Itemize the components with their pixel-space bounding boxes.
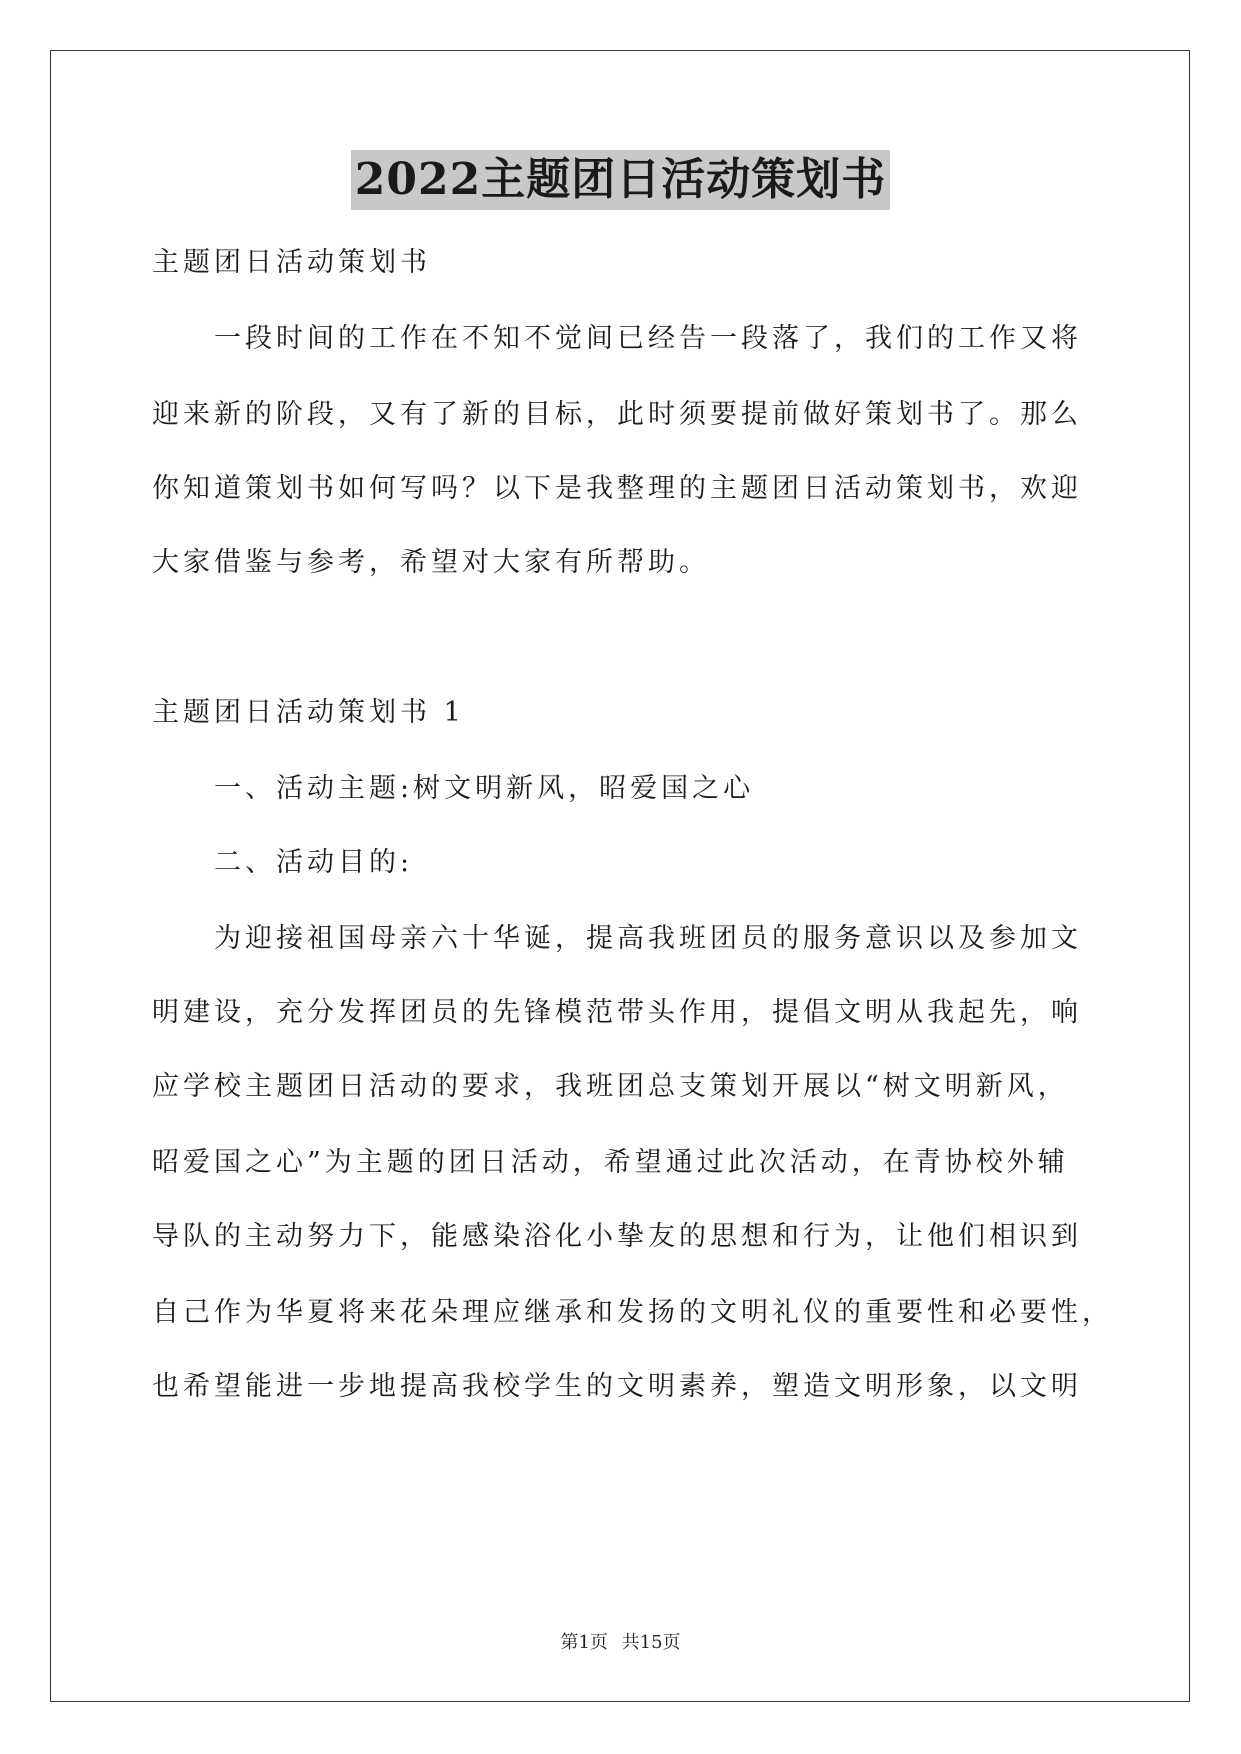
document-subtitle: 主题团日活动策划书 — [152, 247, 431, 278]
document-title: 2022主题团日活动策划书 — [351, 150, 890, 210]
section-heading: 主题团日活动策划书 1 — [152, 697, 465, 728]
intro-line-3: 你知道策划书如何写吗？以下是我整理的主题团日活动策划书，欢迎 — [152, 473, 1082, 504]
purpose-line-6: 自己作为华夏将来花朵理应继承和发扬的文明礼仪的重要性和必要性， — [152, 1297, 1113, 1328]
purpose-line-5: 导队的主动努力下，能感染浴化小挚友的思想和行为，让他们相识到 — [152, 1221, 1082, 1252]
purpose-line-1: 为迎接祖国母亲六十华诞，提高我班团员的服务意识以及参加文 — [214, 923, 1082, 954]
page-footer — [0, 1628, 1241, 1654]
page-number: 第1页 — [560, 1632, 608, 1653]
item-two: 二、活动目的: — [214, 847, 414, 878]
purpose-line-7: 也希望能进一步地提高我校学生的文明素养，塑造文明形象，以文明 — [152, 1371, 1082, 1402]
intro-line-2: 迎来新的阶段，又有了新的目标，此时须要提前做好策划书了。那么 — [152, 399, 1082, 430]
purpose-line-2: 明建设，充分发挥团员的先锋模范带头作用，提倡文明从我起先，响 — [152, 997, 1082, 1028]
title-container — [0, 150, 1241, 210]
total-pages: 共15页 — [621, 1632, 681, 1653]
purpose-line-3: 应学校主题团日活动的要求，我班团总支策划开展以“树文明新风， — [152, 1071, 1069, 1102]
intro-line-4: 大家借鉴与参考，希望对大家有所帮助。 — [152, 547, 710, 578]
intro-line-1: 一段时间的工作在不知不觉间已经告一段落了，我们的工作又将 — [214, 323, 1082, 354]
item-one: 一、活动主题:树文明新风，昭爱国之心 — [214, 773, 755, 804]
purpose-line-4: 昭爱国之心”为主题的团日活动，希望通过此次活动，在青协校外辅 — [152, 1147, 1069, 1178]
